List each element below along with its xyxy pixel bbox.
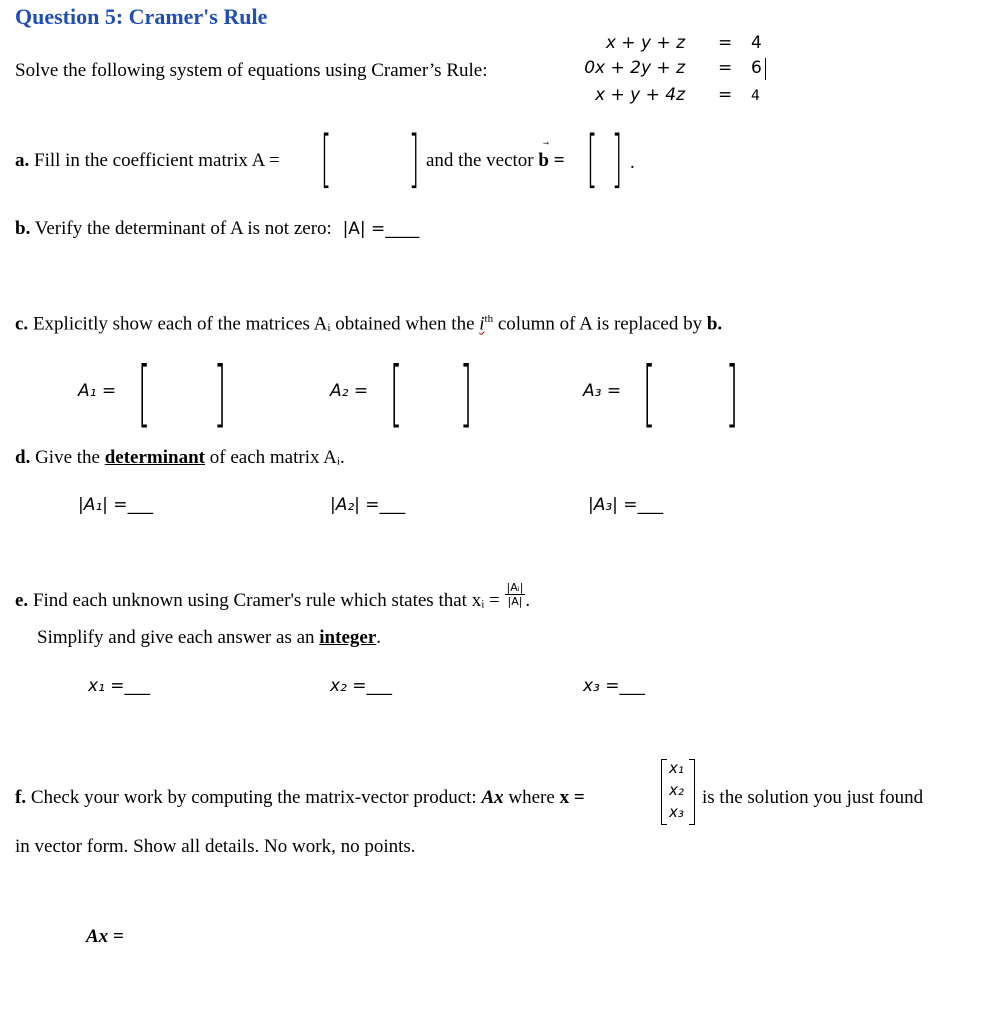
unknown-x1 [88, 676, 150, 696]
x-vector [661, 757, 695, 827]
question-title: Question 5: Cramer's Rule [15, 4, 268, 29]
det-a1-label: |A₁| = [78, 495, 128, 515]
unknown-x3-label: x₃ = [583, 676, 620, 696]
part-a-vector-text: and the vector [426, 150, 534, 171]
equation-1-rhs: 4 [751, 33, 762, 53]
cramer-fraction [505, 581, 526, 608]
text-cursor [765, 58, 766, 80]
product-ax: Ax [481, 787, 504, 808]
part-c-label: c. [15, 313, 29, 335]
det-a3 [588, 495, 663, 515]
part-e-line2-pre: Simplify and give each answer as an [37, 627, 315, 648]
x-vector-right-bracket [689, 759, 695, 825]
x-component-1: x₁ [669, 759, 684, 777]
part-f-label: f. [15, 787, 27, 808]
x-vector-left-bracket [661, 759, 667, 825]
equation-3-op: = [718, 85, 733, 105]
part-d-pre: Give the [35, 447, 100, 468]
part-b-label: b. [15, 218, 31, 239]
equation-2-op: = [718, 58, 733, 78]
part-a-vector [426, 150, 565, 172]
matrix-a2-label: A₂ = [330, 381, 369, 401]
matrix-a1-left-bracket: [ [137, 351, 151, 435]
part-e [15, 581, 531, 612]
ith-suffix: th [484, 313, 494, 325]
part-f-text: Check your work by computing the matrix-vector product: [30, 787, 477, 808]
unknown-x3 [583, 676, 645, 696]
fraction-numerator: |Aᵢ| [506, 581, 524, 595]
det-a2 [330, 495, 405, 515]
part-d [15, 447, 345, 469]
equation-1-lhs: x + y + z [605, 33, 685, 53]
x-component-3: x₃ [669, 803, 684, 821]
part-e-line2-end: . [376, 627, 382, 648]
part-a [15, 150, 280, 172]
part-c-b: b. [706, 313, 723, 335]
det-a3-blank: ___ [637, 495, 664, 515]
matrix-a3-left-bracket: [ [642, 351, 656, 435]
x-vector-symbol: x = [559, 787, 585, 808]
part-f-line2: in vector form. Show all details. No work, no points. [15, 836, 416, 857]
fraction-denominator: |A| [507, 595, 523, 609]
part-b-text: Verify the determinant of A is not zero: [34, 218, 332, 239]
part-f [15, 787, 585, 809]
part-c-text: Explicitly show each of the matrices Aᵢ obtained when the [32, 313, 475, 335]
ax-label: Ax = [86, 926, 124, 947]
det-a: |A| = [342, 219, 386, 239]
matrix-a3-right-bracket: ] [725, 351, 739, 435]
matrix-a2-left-bracket: [ [389, 351, 403, 435]
det-a2-blank: ___ [379, 495, 406, 515]
ith: i [479, 313, 485, 335]
matrix-a-left-bracket: [ [320, 122, 332, 195]
det-a1-blank: ___ [127, 495, 154, 515]
equation-2-lhs: 0x + 2y + z [584, 58, 685, 78]
part-d-bold: determinant [104, 447, 205, 468]
unknown-x1-blank: ___ [124, 676, 151, 696]
equation-3-lhs: x + y + 4z [595, 85, 685, 105]
part-d-post: of each matrix Aᵢ. [209, 447, 345, 468]
part-e-line2-bold: integer [319, 627, 377, 648]
part-e-line2 [37, 627, 381, 649]
part-a-text: Fill in the coefficient matrix A = [34, 150, 280, 171]
det-a3-label: |A₃| = [588, 495, 638, 515]
vector-b-symbol: b = [538, 150, 565, 171]
unknown-x3-blank: ___ [619, 676, 646, 696]
matrix-a2-right-bracket: ] [459, 351, 473, 435]
part-d-label: d. [15, 447, 31, 468]
part-e-end: . [525, 590, 531, 611]
vector-b-left-bracket: [ [586, 122, 598, 195]
unknown-x1-label: x₁ = [88, 676, 125, 696]
intro-text: Solve the following system of equations using Cramer’s Rule: [15, 60, 488, 81]
part-a-end: . [630, 152, 635, 173]
equation-1-op: = [718, 33, 733, 53]
part-e-label: e. [15, 590, 29, 611]
det-a-blank: ____ [385, 219, 420, 239]
det-a2-label: |A₂| = [330, 495, 380, 515]
x-component-2: x₂ [669, 781, 684, 799]
equation-3-rhs: 4 [751, 88, 760, 104]
part-f-after: is the solution you just found [702, 787, 924, 808]
matrix-a1-right-bracket: ] [213, 351, 227, 435]
unknown-x2-label: x₂ = [330, 676, 367, 696]
part-b [15, 218, 419, 240]
det-a1 [78, 495, 153, 515]
matrix-a1-label: A₁ = [78, 381, 117, 401]
part-c-text2: column of A is replaced by [497, 313, 703, 335]
part-e-text: Find each unknown using Cramer's rule which states that xᵢ = [32, 590, 500, 611]
unknown-x2 [330, 676, 392, 696]
vector-b-right-bracket: ] [611, 122, 623, 195]
matrix-a3-label: A₃ = [583, 381, 622, 401]
part-f-where: where [508, 787, 555, 808]
part-c [15, 313, 722, 335]
equation-2-rhs: 6 [751, 58, 762, 78]
part-a-label: a. [15, 150, 30, 171]
matrix-a-right-bracket: ] [408, 122, 420, 195]
unknown-x2-blank: ___ [366, 676, 393, 696]
